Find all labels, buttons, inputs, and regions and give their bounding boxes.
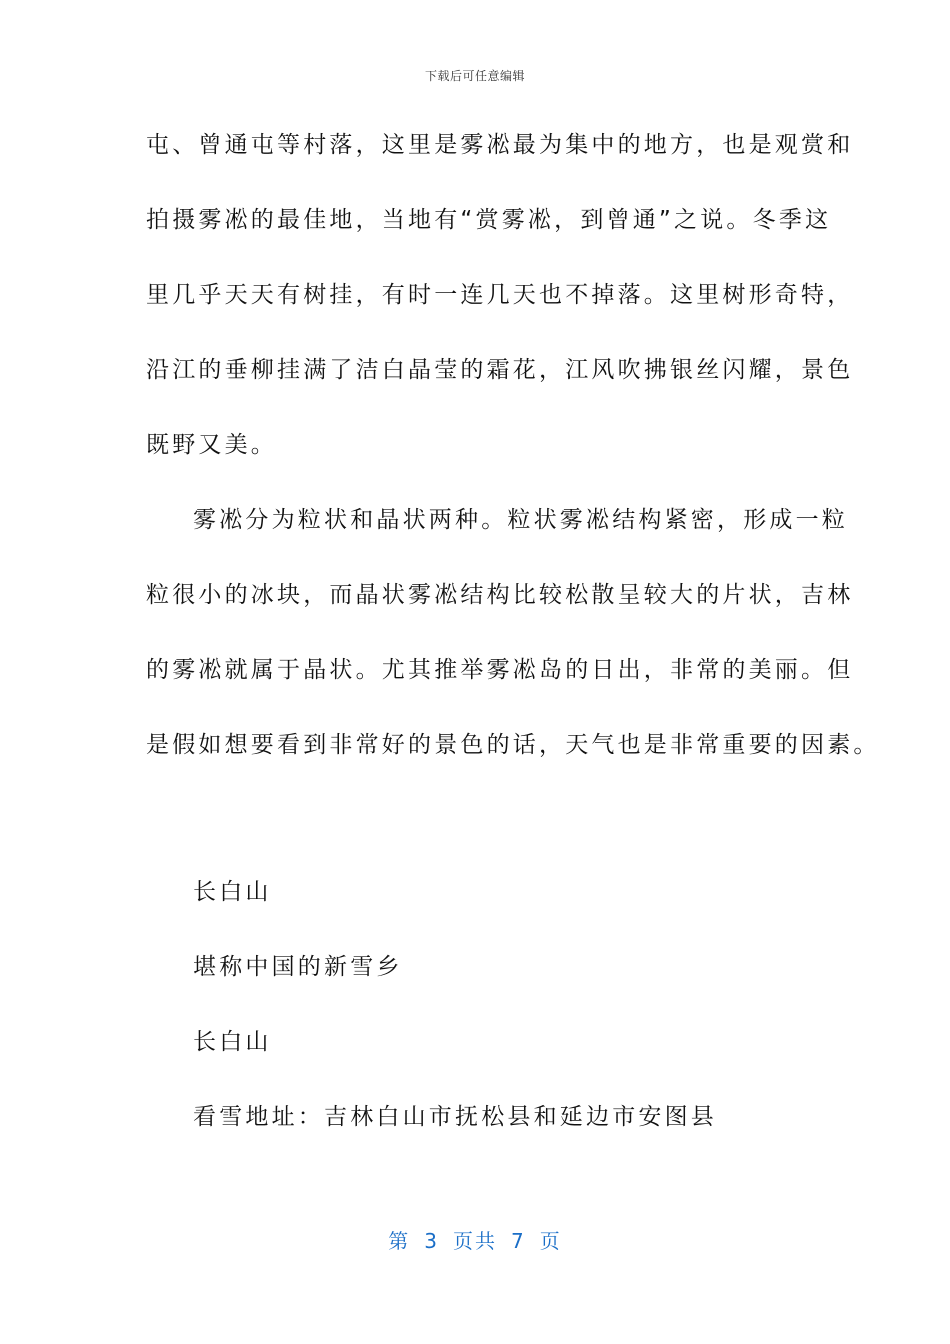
paragraph-line: 既野又美。 — [146, 432, 277, 458]
paragraph-line: 是假如想要看到非常好的景色的话，天气也是非常重要的因素。 — [146, 732, 880, 758]
page-footer — [0, 1225, 950, 1254]
footer-total-pages: 7 — [511, 1229, 526, 1253]
paragraph-line: 里几乎天天有树挂，有时一连几天也不掉落。这里树形奇特， — [146, 282, 854, 308]
paragraph-line: 的雾凇就属于晶状。尤其推举雾凇岛的日出，非常的美丽。但 — [146, 657, 854, 683]
paragraph-line: 屯、曾通屯等村落，这里是雾凇最为集中的地方，也是观赏和 — [146, 132, 854, 158]
footer-middle: 页共 — [453, 1229, 497, 1253]
footer-suffix: 页 — [539, 1229, 562, 1253]
paragraph-line: 沿江的垂柳挂满了洁白晶莹的霜花，江风吹拂银丝闪耀，景色 — [146, 357, 854, 383]
section-heading: 长白山 — [193, 879, 272, 905]
header-note: 下载后可任意编辑 — [424, 69, 525, 83]
paragraph-line: 拍摄雾凇的最佳地，当地有“赏雾凇，到曾通”之说。冬季这 — [146, 207, 832, 233]
paragraph-line: 粒很小的冰块，而晶状雾凇结构比较松散呈较大的片状，吉林 — [146, 582, 854, 608]
section-address: 看雪地址：吉林白山市抚松县和延边市安图县 — [193, 1104, 717, 1130]
footer-page-number: 3 — [424, 1229, 439, 1253]
footer-prefix: 第 — [388, 1229, 411, 1253]
section-subtitle: 堪称中国的新雪乡 — [193, 954, 403, 980]
paragraph-line: 雾凇分为粒状和晶状两种。粒状雾凇结构紧密，形成一粒 — [193, 507, 848, 533]
section-heading-repeat: 长白山 — [193, 1029, 272, 1055]
